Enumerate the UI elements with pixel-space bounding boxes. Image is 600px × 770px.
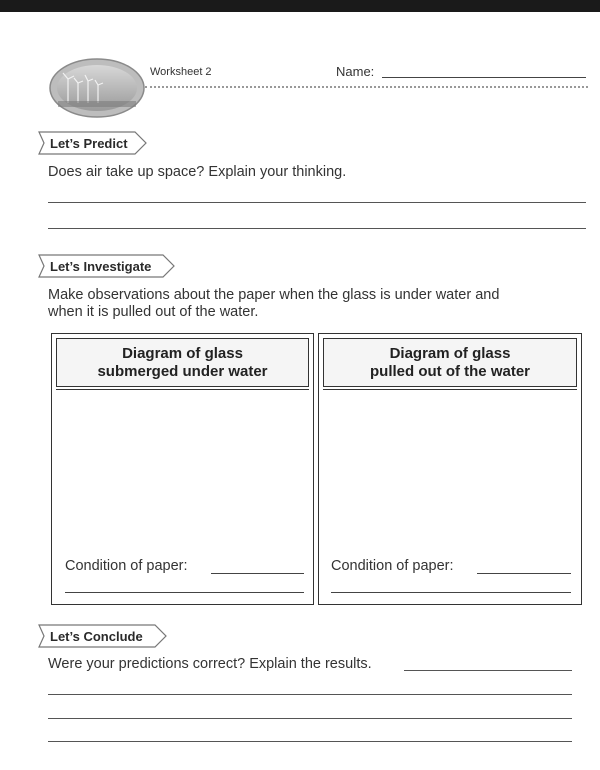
- diagram-box-submerged-header: [56, 338, 309, 387]
- box-title-line-2: pulled out of the water: [370, 362, 530, 380]
- name-answer-line[interactable]: [382, 77, 586, 78]
- conclude-heading: Let’s Conclude: [50, 629, 143, 644]
- condition-line-submerged-1[interactable]: [211, 573, 304, 574]
- conclude-answer-line-4[interactable]: [48, 741, 572, 742]
- condition-line-pulled-out-1[interactable]: [477, 573, 571, 574]
- conclude-answer-line-2[interactable]: [48, 694, 572, 695]
- predict-answer-line-2[interactable]: [48, 228, 586, 229]
- predict-question: Does air take up space? Explain your thinking.: [48, 164, 347, 180]
- box-title-line-2: submerged under water: [97, 362, 268, 380]
- box-header-divider: [323, 389, 577, 390]
- box-title-line-1: Diagram of glass: [122, 344, 243, 362]
- worksheet-label: Worksheet 2: [150, 66, 212, 78]
- page-top-edge: [0, 0, 600, 12]
- conclude-answer-line-3[interactable]: [48, 718, 572, 719]
- condition-label-submerged: Condition of paper:: [65, 558, 188, 574]
- conclude-heading-tag: [38, 624, 168, 648]
- predict-heading-tag: [38, 131, 148, 155]
- investigate-prompt-line-1: Make observations about the paper when the glass is under water and: [48, 287, 500, 303]
- predict-heading: Let’s Predict: [50, 136, 128, 151]
- investigate-heading-tag: [38, 254, 176, 278]
- condition-label-pulled-out: Condition of paper:: [331, 558, 454, 574]
- name-label: Name:: [336, 64, 375, 79]
- header-dotted-divider: [145, 86, 588, 88]
- investigate-heading: Let’s Investigate: [50, 259, 152, 274]
- predict-answer-line-1[interactable]: [48, 202, 586, 203]
- box-title-line-1: Diagram of glass: [389, 344, 511, 362]
- wind-turbine-logo: [48, 57, 146, 119]
- conclude-answer-line-1[interactable]: [404, 670, 572, 671]
- diagram-box-pulled-out-header: [323, 338, 577, 387]
- condition-line-submerged-2[interactable]: [65, 592, 304, 593]
- conclude-question: Were your predictions correct? Explain the results.: [48, 656, 372, 672]
- box-header-divider: [56, 389, 309, 390]
- diagram-box-submerged[interactable]: [51, 333, 314, 605]
- investigate-prompt-line-2: when it is pulled out of the water.: [48, 304, 259, 320]
- condition-line-pulled-out-2[interactable]: [331, 592, 571, 593]
- diagram-box-pulled-out[interactable]: [318, 333, 582, 605]
